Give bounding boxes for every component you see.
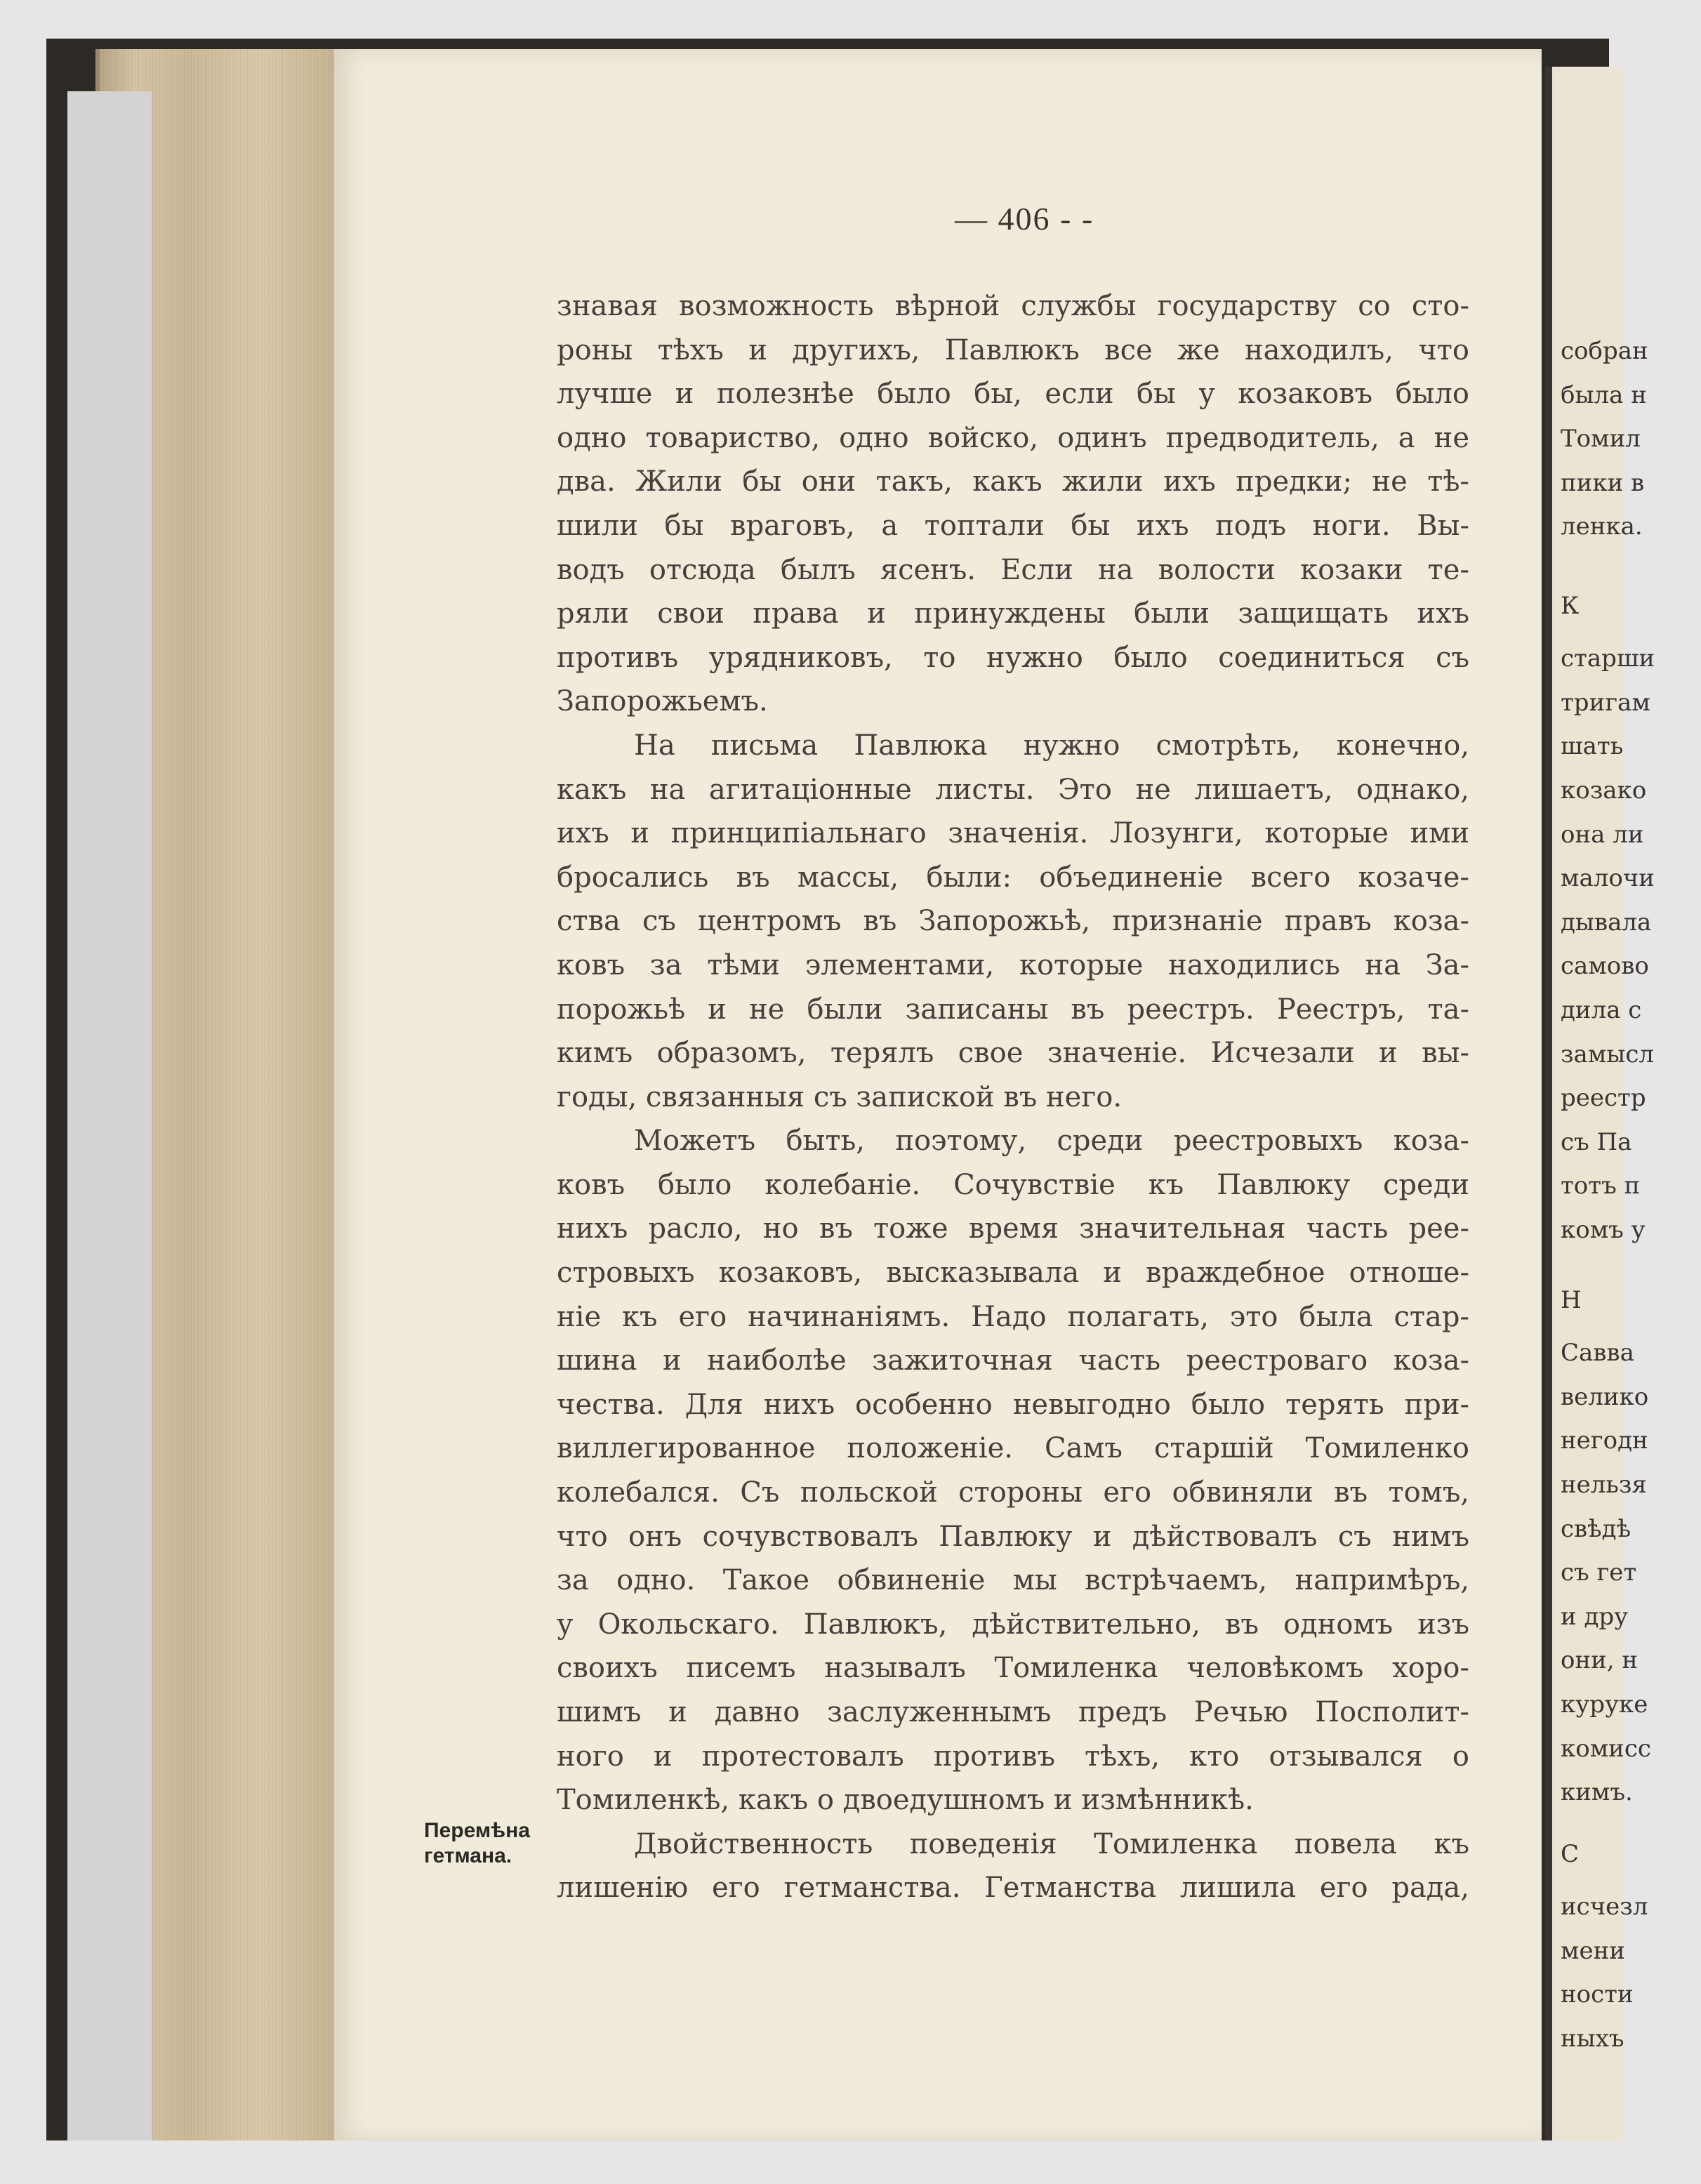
facing-page-line: старши xyxy=(1561,644,1655,673)
facing-page-line: замысл xyxy=(1561,1040,1654,1068)
facing-page-line: исчезл xyxy=(1561,1893,1648,1921)
margin-note-line: гетмана. xyxy=(424,1844,512,1867)
facing-page-line: ныхъ xyxy=(1561,2024,1624,2053)
text-line: Запорожьемъ. xyxy=(557,685,768,718)
text-line: чества. Для нихъ особенно невыгодно было терять при- xyxy=(557,1388,1469,1421)
facing-page-line: тригам xyxy=(1561,688,1650,717)
text-line: два. Жили бы они такъ, какъ жили ихъ предки; не тѣ- xyxy=(557,465,1469,498)
facing-page-line: комисс xyxy=(1561,1734,1651,1763)
text-line: стровыхъ козаковъ, высказывала и враждебное отноше- xyxy=(557,1257,1469,1290)
facing-page-line: Томил xyxy=(1561,425,1641,454)
text-line: водъ отсюда былъ ясенъ. Если на волости козаки те- xyxy=(557,553,1469,586)
facing-page-line: мени xyxy=(1561,1936,1625,1965)
text-line: ніе къ его начинаніямъ. Надо полагать, это была стар- xyxy=(557,1300,1469,1333)
text-line: своихъ писемъ называлъ Томиленка человѣкомъ хоро- xyxy=(557,1652,1469,1685)
margin-note xyxy=(424,1818,530,1869)
text-line: лишенію его гетманства. Гетманства лишила его рада, xyxy=(557,1872,1469,1905)
text-line: ного и протестовалъ противъ тѣхъ, кто отзывался о xyxy=(557,1740,1469,1773)
text-line: знавая возможность вѣрной службы государству со сто- xyxy=(557,290,1469,322)
facing-page-line: Н xyxy=(1561,1286,1582,1315)
text-line: На письма Павлюка нужно смотрѣть, конечно, xyxy=(634,729,1469,762)
text-line: шина и наиболѣе зажиточная часть реестроваго коза- xyxy=(557,1344,1469,1377)
facing-page-line: они, н xyxy=(1561,1646,1639,1675)
facing-page-line: Савва xyxy=(1561,1339,1634,1368)
page-number: — 406 - - xyxy=(955,201,1094,237)
text-line: ства съ центромъ въ Запорожьѣ, признаніе правъ коза- xyxy=(557,905,1469,938)
text-line: роны тѣхъ и другихъ, Павлюкъ все же находилъ, что xyxy=(557,333,1469,366)
text-line: колебался. Съ польской стороны его обвиняли въ томъ, xyxy=(557,1476,1469,1509)
text-line: виллегированное положеніе. Самъ старшій Томиленко xyxy=(557,1432,1469,1465)
facing-page-line: была н xyxy=(1561,380,1647,409)
facing-page-line: шать xyxy=(1561,732,1624,761)
facing-page-line: свѣдѣ xyxy=(1561,1514,1631,1543)
text-line: ихъ и принципіальнаго значенія. Лозунги, которые ими xyxy=(557,817,1469,850)
text-line: Томиленкѣ, какъ о двоедушномъ и измѣнникѣ. xyxy=(557,1784,1254,1817)
text-line: у Окольскаго. Павлюкъ, дѣйствительно, въ одномъ изъ xyxy=(557,1608,1469,1641)
text-line: что онъ сочувствовалъ Павлюку и дѣйствовалъ съ нимъ xyxy=(557,1520,1469,1553)
facing-page-line: пики в xyxy=(1561,468,1645,497)
facing-page-line: она ли xyxy=(1561,820,1644,849)
facing-page-line: ленка. xyxy=(1561,512,1643,541)
text-line: шимъ и давно заслуженнымъ предъ Речью Посполит- xyxy=(557,1696,1469,1728)
margin-note-line: Перемѣна xyxy=(424,1819,530,1842)
facing-page-line: собран xyxy=(1561,337,1648,365)
facing-page-line: К xyxy=(1561,592,1580,621)
facing-page-line: дывала xyxy=(1561,908,1652,937)
facing-page-line: козако xyxy=(1561,776,1647,805)
facing-page-line: нельзя xyxy=(1561,1471,1647,1500)
text-line: ковъ за тѣми элементами, которые находились на За- xyxy=(557,948,1469,981)
body-text xyxy=(557,284,1469,1910)
background-card xyxy=(67,91,152,2140)
facing-page-fragment xyxy=(1545,67,1655,2140)
text-line: бросались въ массы, были: объединеніе всего козаче- xyxy=(557,861,1469,894)
facing-page-line: дила с xyxy=(1561,996,1642,1024)
facing-page-line: и дру xyxy=(1561,1602,1629,1631)
text-line: нихъ расло, но въ тоже время значительная часть рее- xyxy=(557,1212,1469,1245)
facing-page-line: С xyxy=(1561,1839,1580,1868)
facing-page-line: негодн xyxy=(1561,1427,1648,1455)
facing-page-line: ности xyxy=(1561,1980,1634,2009)
facing-page-line: съ гет xyxy=(1561,1558,1637,1587)
text-line: противъ урядниковъ, то нужно было соединиться съ xyxy=(557,641,1469,674)
text-line: Двойственность поведенія Томиленка повела къ xyxy=(634,1827,1469,1860)
facing-page-line: реестр xyxy=(1561,1084,1646,1113)
facing-page-line: малочи xyxy=(1561,864,1655,893)
text-line: Можетъ быть, поэтому, среди реестровыхъ коза- xyxy=(634,1125,1469,1158)
text-line: кимъ образомъ, терялъ свое значеніе. Исчезали и вы- xyxy=(557,1037,1469,1070)
facing-page-line: комъ у xyxy=(1561,1216,1646,1244)
facing-page-line: кимъ. xyxy=(1561,1778,1633,1807)
text-line: порожьѣ и не были записаны въ реестръ. Реестръ, та- xyxy=(557,993,1469,1026)
text-line: какъ на агитаціонные листы. Это не лишаетъ, однако, xyxy=(557,773,1469,806)
text-line: за одно. Такое обвиненіе мы встрѣчаемъ, напримѣръ, xyxy=(557,1564,1469,1597)
text-line: ковъ было колебаніе. Сочувствіе къ Павлюку среди xyxy=(557,1168,1469,1201)
facing-page-line: куруке xyxy=(1561,1690,1648,1719)
facing-page-line: тотъ п xyxy=(1561,1172,1641,1200)
text-line: годы, связанныя съ запиской въ него. xyxy=(557,1080,1123,1113)
facing-page-line: велико xyxy=(1561,1382,1649,1411)
text-line: лучше и полезнѣе было бы, если бы у козаковъ было xyxy=(557,378,1469,411)
text-line: ряли свои права и принуждены были защищать ихъ xyxy=(557,597,1469,630)
facing-page-line: съ Па xyxy=(1561,1127,1632,1156)
facing-page-line: самово xyxy=(1561,952,1649,981)
text-line: шили бы враговъ, а топтали бы ихъ подъ ноги. Вы- xyxy=(557,509,1469,542)
text-line: одно товариство, одно войско, одинъ предводитель, а не xyxy=(557,421,1469,454)
